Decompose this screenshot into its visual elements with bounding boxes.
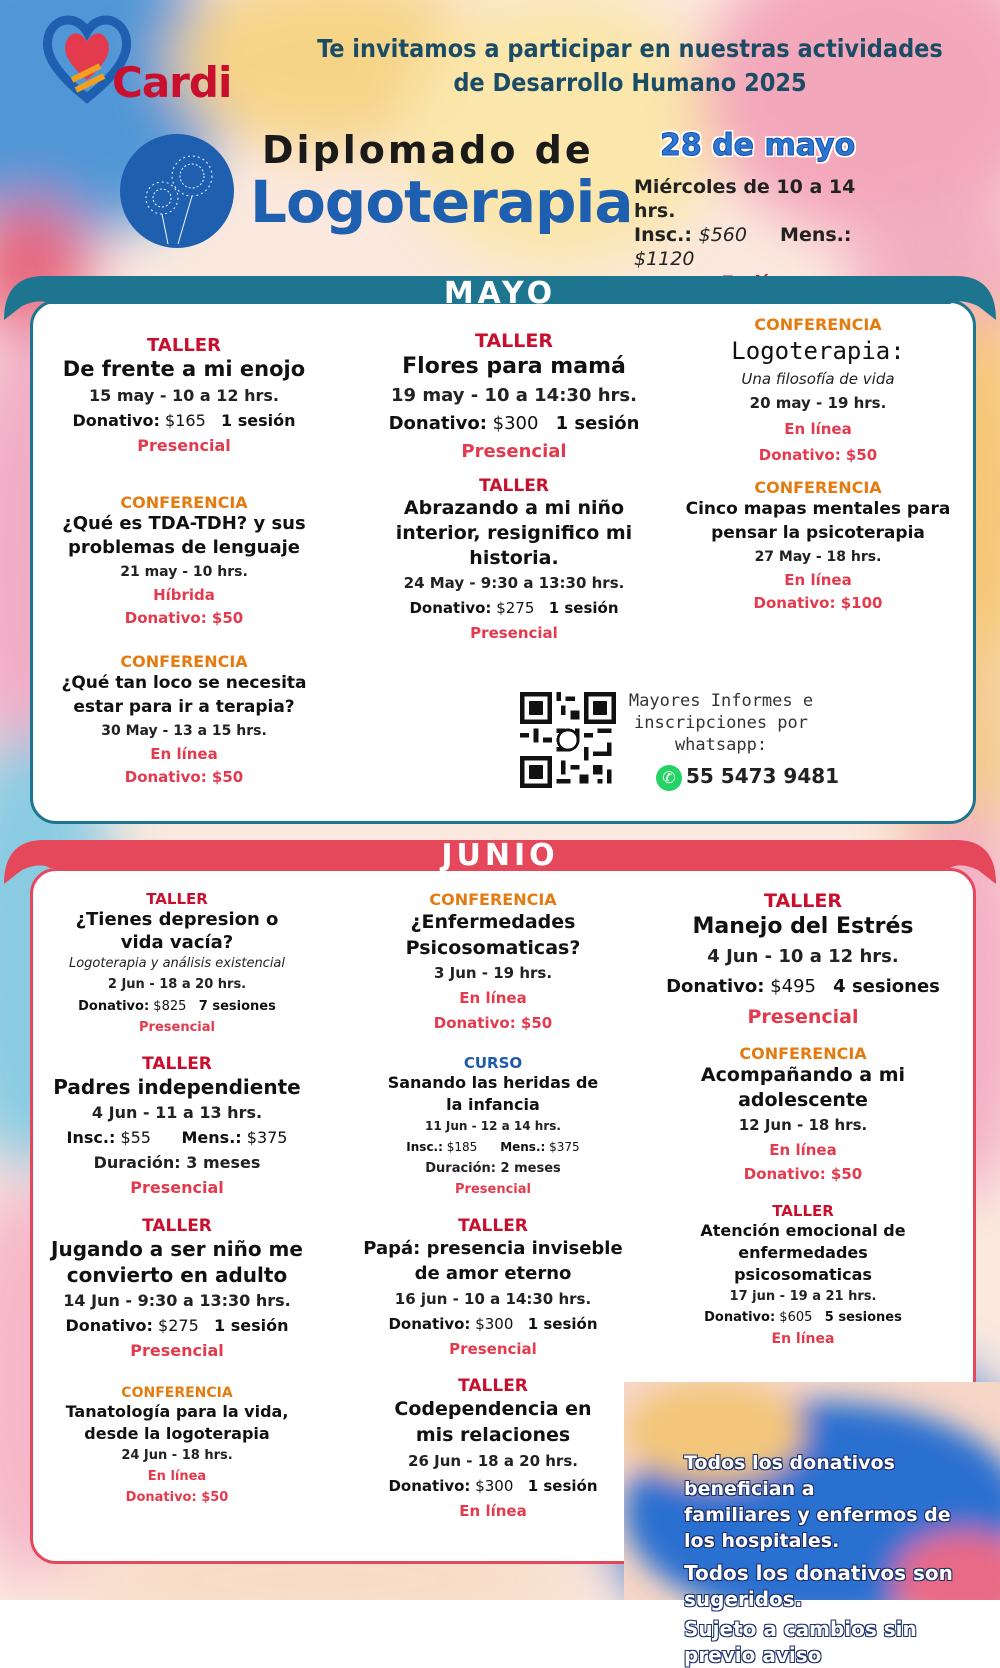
junio-c1-e3-mode: Presencial	[130, 1341, 224, 1360]
junio-c1-e1-mode: Presencial	[139, 1020, 215, 1035]
mayo-c2-e2-type: TALLER	[479, 476, 549, 496]
junio-c1-e3-donation-value: $275	[158, 1316, 199, 1335]
junio-c2-e3-title-2: de amor eterno	[414, 1263, 572, 1284]
mayo-c1-e3-date: 30 May - 13 a 15 hrs.	[101, 723, 267, 739]
junio-c2-e2-title-1: Sanando las heridas de	[387, 1073, 599, 1092]
contact-line-3: whatsapp:	[674, 735, 768, 755]
logo-text: Cardi	[112, 58, 232, 107]
junio-c2-e1-donation: Donativo: $50	[433, 1014, 553, 1032]
junio-c3-e1-donation-label: Donativo:	[666, 976, 765, 997]
junio-c1-e1-sessions: 7 sesiones	[198, 999, 276, 1014]
mayo-c2-e2-sessions: 1 sesión	[548, 599, 619, 617]
diplomado-mens-value: $1120	[634, 248, 695, 270]
mayo-c1-e2-title-1: ¿Qué es TDA-TDH? y sus	[62, 513, 306, 534]
junio-c1-e4-title-2: desde la logoterapia	[84, 1424, 270, 1443]
mayo-c1-e1-sessions: 1 sesión	[221, 411, 296, 430]
junio-c1-e3-date: 14 Jun - 9:30 a 13:30 hrs.	[63, 1291, 291, 1310]
junio-c3-e2-donation: Donativo: $50	[743, 1165, 863, 1183]
junio-c2-e3-type: TALLER	[458, 1216, 528, 1236]
junio-c1-e1-type: TALLER	[146, 890, 208, 908]
junio-c2-e3-mode: Presencial	[449, 1340, 537, 1358]
junio-c3-e2-title-2: adolescente	[738, 1089, 868, 1111]
junio-c3-e3-donation-label: Donativo:	[704, 1310, 776, 1325]
junio-c2-e1-date: 3 Jun - 19 hrs.	[433, 964, 553, 982]
mayo-c1-e3-mode: En línea	[150, 745, 218, 763]
junio-c1-e2-title: Padres independiente	[53, 1075, 301, 1099]
junio-c2-e4-mode: En línea	[459, 1502, 527, 1520]
mayo-c3-e1-donation: Donativo: $50	[758, 446, 878, 464]
mayo-c3-e1-title: Logoterapia:	[731, 337, 905, 365]
junio-c2-e3-date: 16 jun - 10 a 14:30 hrs.	[394, 1290, 592, 1308]
junio-c2-e2-insc-label: Insc.:	[406, 1140, 443, 1154]
junio-c1-e2-insc-label: Insc.:	[66, 1128, 116, 1147]
mayo-c3-e2-mode: En línea	[784, 571, 852, 589]
mayo-c1-e2-date: 21 may - 10 hrs.	[120, 564, 248, 580]
junio-c2-e2-mens-value: $375	[549, 1140, 580, 1154]
junio-c1-e1-title-2: vida vacía?	[120, 932, 234, 953]
junio-c3-e3-type: TALLER	[772, 1202, 834, 1220]
mayo-c1-e3-type: CONFERENCIA	[120, 652, 248, 671]
junio-c1-e3-title-1: Jugando a ser niño me	[51, 1237, 303, 1261]
whatsapp-phone[interactable]: 55 5473 9481	[686, 764, 840, 788]
junio-c2-e2-duration: Duración: 2 meses	[425, 1161, 561, 1176]
mayo-c1-e1-type: TALLER	[147, 335, 221, 356]
footer-line-1: Todos los donativos benefician a	[684, 1452, 895, 1500]
junio-c1-e4-date: 24 Jun - 18 hrs.	[121, 1448, 233, 1463]
mayo-c1-e3-title-1: ¿Qué tan loco se necesita	[61, 673, 307, 693]
footer-line-2: familiares y enfermos de los hospitales.	[684, 1504, 951, 1552]
mayo-c1-e1-title: De frente a mi enojo	[62, 357, 306, 381]
junio-c2-e2-title-2: la infancia	[446, 1095, 540, 1114]
junio-c2-e3-donation-value: $300	[475, 1315, 514, 1333]
dandelion-circle-icon	[118, 132, 236, 250]
junio-c2-e1-type: CONFERENCIA	[429, 890, 557, 909]
mayo-c1-e2-mode: Híbrida	[153, 586, 215, 604]
junio-c1-e4-title-1: Tanatología para la vida,	[65, 1402, 289, 1421]
diplomado-schedule: Miércoles de 10 a 14 hrs.	[634, 176, 856, 222]
junio-c2-e2-mens-label: Mens.:	[500, 1140, 546, 1154]
mayo-c2-e2-date: 24 May - 9:30 a 13:30 hrs.	[403, 574, 625, 592]
diplomado-title-line-1: Diplomado de	[262, 128, 594, 172]
invite-line-1: Te invitamos a participar en nuestras actividades	[317, 34, 943, 63]
junio-c1-e3-sessions: 1 sesión	[214, 1316, 289, 1335]
junio-c3-e3-date: 17 jun - 19 a 21 hrs.	[729, 1289, 877, 1304]
diplomado-mens-label: Mens.:	[780, 224, 852, 246]
mayo-c3-e2-date: 27 May - 18 hrs.	[754, 549, 882, 565]
mayo-c2-e2-donation-value: $275	[496, 599, 535, 617]
junio-c2-e2-date: 11 Jun - 12 a 14 hrs.	[425, 1119, 561, 1133]
junio-c3-e1-title: Manejo del Estrés	[692, 914, 914, 939]
junio-c1-e2-mode: Presencial	[130, 1178, 224, 1197]
mayo-c2-e1-donation-label: Donativo:	[388, 413, 487, 434]
junio-c3-e2-mode: En línea	[769, 1141, 837, 1159]
junio-c3-e1-donation-value: $495	[770, 976, 816, 997]
mayo-title: MAYO	[443, 276, 557, 311]
junio-c2-e3-donation-label: Donativo:	[388, 1315, 471, 1333]
mayo-c1-e1-date: 15 may - 10 a 12 hrs.	[89, 386, 279, 405]
junio-c1-e1-title-1: ¿Tienes depresion o	[75, 909, 279, 930]
mayo-c2-e1-date: 19 may - 10 a 14:30 hrs.	[391, 385, 637, 406]
junio-c2-e1-title-1: ¿Enfermedades	[410, 911, 576, 933]
junio-c3-e1-date: 4 Jun - 10 a 12 hrs.	[707, 946, 899, 967]
junio-c2-e4-title-1: Codependencia en	[394, 1398, 592, 1420]
mayo-c1-e3-title-2: estar para ir a terapia?	[73, 697, 295, 717]
mayo-c1-e2-donation: Donativo: $50	[124, 609, 244, 627]
junio-c1-e2-mens-label: Mens.:	[181, 1128, 242, 1147]
mayo-c3-e2-donation: Donativo: $100	[753, 594, 883, 612]
junio-c1-e2-insc-value: $55	[120, 1128, 151, 1147]
junio-c1-e4-donation: Donativo: $50	[125, 1490, 229, 1505]
mayo-c2-e1-donation-value: $300	[492, 413, 539, 434]
invite-line-2: de Desarrollo Humano 2025	[453, 68, 807, 97]
junio-c2-e1-mode: En línea	[459, 989, 527, 1007]
junio-c2-e4-type: TALLER	[458, 1376, 528, 1396]
junio-c1-e1-donation-value: $825	[153, 999, 187, 1014]
junio-c3-e1-mode: Presencial	[747, 1006, 859, 1028]
junio-c1-e3-title-2: convierto en adulto	[66, 1263, 288, 1287]
junio-c1-e1-subtitle: Logoterapia y análisis existencial	[68, 956, 286, 971]
mayo-c2-e2-title-2: interior, resignifico mi	[395, 522, 633, 544]
diplomado-insc-value: $560	[698, 224, 747, 246]
junio-c2-e2-mode: Presencial	[455, 1182, 531, 1197]
mayo-c2-e2-donation-label: Donativo:	[409, 599, 492, 617]
junio-c1-e3-type: TALLER	[142, 1216, 212, 1236]
mayo-c3-e1-type: CONFERENCIA	[754, 315, 882, 334]
diplomado-date: 28 de mayo	[660, 128, 856, 163]
junio-c3-e1-type: TALLER	[763, 890, 842, 912]
mayo-c2-e1-title: Flores para mamá	[402, 354, 626, 379]
mayo-c1-e1-mode: Presencial	[137, 436, 231, 455]
contact-line-2: inscripciones por	[634, 713, 808, 733]
junio-c3-e2-date: 12 Jun - 18 hrs.	[738, 1116, 868, 1134]
junio-c1-e1-date: 2 Jun - 18 a 20 hrs.	[107, 977, 247, 992]
junio-c3-e3-donation-value: $605	[779, 1310, 813, 1325]
junio-c2-e4-donation-label: Donativo:	[388, 1477, 471, 1495]
junio-c2-e2-insc-value: $185	[446, 1140, 478, 1154]
mayo-c1-e1-donation-value: $165	[165, 411, 206, 430]
mayo-c2-e1-mode: Presencial	[461, 441, 567, 462]
junio-c1-e4-mode: En línea	[147, 1469, 207, 1484]
mayo-c3-e1-date: 20 may - 19 hrs.	[749, 394, 887, 412]
mayo-c1-e3-donation: Donativo: $50	[124, 768, 244, 786]
junio-c2-e1-title-2: Psicosomaticas?	[405, 937, 581, 959]
mayo-c2-e2-title-3: historia.	[469, 547, 559, 569]
junio-c2-e4-date: 26 Jun - 18 a 20 hrs.	[408, 1452, 578, 1470]
mayo-c3-e1-mode: En línea	[784, 420, 852, 438]
mayo-c1-e1-donation-label: Donativo:	[72, 411, 160, 430]
junio-c3-e3-mode: En línea	[771, 1331, 835, 1347]
junio-c1-e1-donation-label: Donativo:	[78, 999, 150, 1014]
mayo-c1-e2-title-2: problemas de lenguaje	[67, 537, 301, 558]
mayo-c2-e2-mode: Presencial	[470, 624, 558, 642]
junio-c3-e2-title-1: Acompañando a mi	[700, 1064, 906, 1086]
qr-code-icon[interactable]	[520, 692, 616, 788]
footer-line-4: Sujeto a cambios sin previo aviso	[684, 1617, 917, 1667]
junio-c2-e4-donation-value: $300	[475, 1477, 514, 1495]
junio-c2-e4-sessions: 1 sesión	[527, 1477, 598, 1495]
junio-c2-e3-sessions: 1 sesión	[527, 1315, 598, 1333]
mayo-c2-e1-sessions: 1 sesión	[555, 413, 640, 434]
junio-c2-e3-title-1: Papá: presencia inviseble	[363, 1238, 623, 1259]
junio-c3-e3-title-1: Atención emocional de	[700, 1221, 906, 1240]
footer-line-3: Todos los donativos son sugeridos.	[684, 1561, 953, 1611]
mayo-c2-e1-type: TALLER	[474, 330, 553, 352]
whatsapp-icon: ✆	[656, 765, 682, 791]
diplomado-title-line-2: Logoterapia	[250, 168, 633, 236]
mayo-c3-e2-title-2: pensar la psicoterapia	[711, 523, 925, 543]
diplomado-insc-label: Insc.:	[634, 224, 692, 246]
junio-c3-e3-title-3: psicosomaticas	[734, 1265, 872, 1284]
mayo-c3-e1-subtitle: Una filosofía de vida	[741, 370, 895, 388]
mayo-c1-e2-type: CONFERENCIA	[120, 493, 248, 512]
junio-c2-e4-title-2: mis relaciones	[415, 1424, 571, 1446]
junio-c1-e4-type: CONFERENCIA	[121, 1385, 233, 1401]
junio-c3-e3-sessions: 5 sesiones	[824, 1310, 902, 1325]
junio-c3-e3-title-2: enfermedades	[738, 1243, 868, 1262]
mayo-c2-e2-title-1: Abrazando a mi niño	[403, 497, 625, 519]
junio-title: JUNIO	[441, 838, 559, 873]
junio-c1-e2-mens-value: $375	[246, 1128, 288, 1147]
junio-c1-e2-duration: Duración: 3 meses	[93, 1153, 261, 1172]
junio-c1-e2-type: TALLER	[142, 1054, 212, 1074]
junio-c2-e2-type: CURSO	[463, 1054, 523, 1072]
mayo-c3-e2-type: CONFERENCIA	[754, 478, 882, 497]
junio-c3-e1-sessions: 4 sesiones	[833, 976, 940, 997]
mayo-c3-e2-title-1: Cinco mapas mentales para	[685, 499, 951, 519]
junio-c3-e2-type: CONFERENCIA	[739, 1044, 867, 1063]
junio-c1-e2-date: 4 Jun - 11 a 13 hrs.	[91, 1103, 263, 1122]
junio-c1-e3-donation-label: Donativo:	[65, 1316, 153, 1335]
contact-line-1: Mayores Informes e	[628, 691, 814, 711]
